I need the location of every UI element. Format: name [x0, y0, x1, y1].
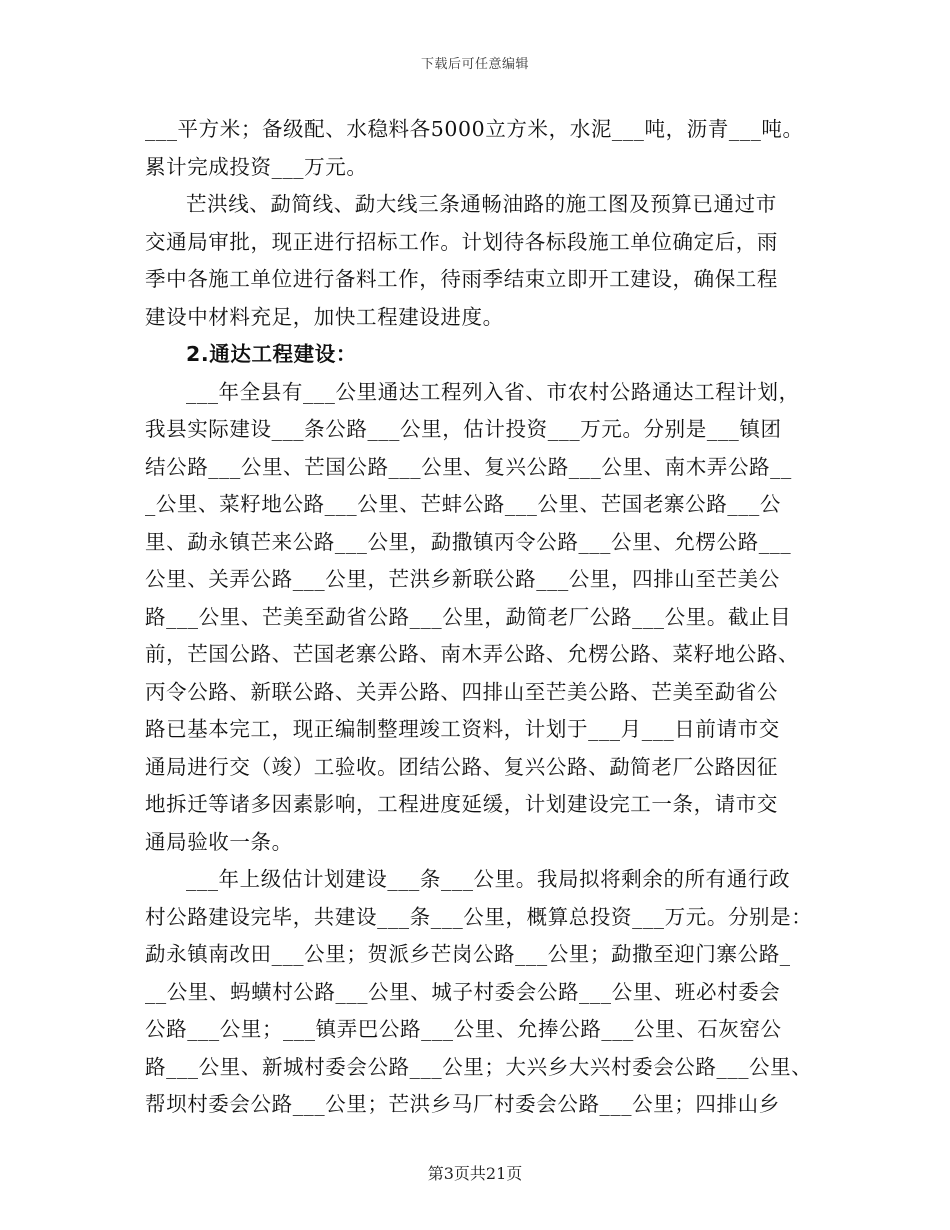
text-line: ___平方米；备级配、水稳料各5000立方米，水泥___吨，沥青___吨。	[145, 117, 804, 141]
text-line: 芒洪线、勐简线、勐大线三条通畅油路的施工图及预算已通过市	[186, 192, 777, 216]
text-line: 村公路建设完毕，共建设___条___公里，概算总投资___万元。分别是：	[145, 904, 813, 929]
text-line: 公路___公里；___镇弄巴公路___公里、允捧公路___公里、石灰窑公	[145, 1017, 782, 1041]
text-line: 丙令公路、新联公路、关弄公路、四排山至芒美公路、芒美至勐省公	[145, 679, 778, 704]
document-body	[145, 111, 815, 1124]
text-line: 前，芒国公路、芒国老寨公路、南木弄公路、允楞公路、菜籽地公路、	[145, 642, 800, 666]
text-line: 勐永镇南改田___公里；贺派乡芒岗公路___公里；勐撒至迎门寨公路_	[145, 942, 791, 966]
text-line: __公里、蚂蟥村公路___公里、城子村委会公路___公里、班必村委会	[145, 979, 781, 1004]
text-line: 公里、关弄公路___公里，芒洪乡新联公路___公里，四排山至芒美公	[145, 567, 780, 591]
text-line: 路___公里、新城村委会公路___公里；大兴乡大兴村委会公路___公里、	[145, 1054, 813, 1079]
text-line: 地拆迁等诸多因素影响，工程进度延缓，计划建设完工一条，请市交	[145, 792, 778, 816]
text-line: ___年上级估计划建设___条___公里。我局拟将剩余的所有通行政	[186, 867, 791, 891]
text-line: 路___公里、芒美至勐省公路___公里，勐简老厂公路___公里。截止目	[145, 604, 792, 629]
text-line: 累计完成投资___万元。	[145, 154, 368, 179]
text-line: 交通局审批，现正进行招标工作。计划待各标段施工单位确定后，雨	[145, 229, 778, 254]
text-line: 建设中材料充足，加快工程建设进度。	[145, 304, 504, 329]
text-line: ___年全县有___公里通达工程列入省、市农村公路通达工程计划，	[186, 379, 800, 404]
page-footer: 第3页共21页	[427, 1164, 523, 1183]
text-line: 季中各施工单位进行备料工作，待雨季结束立即开工建设，确保工程	[145, 267, 778, 291]
text-line: 结公路___公里、芒国公路___公里、复兴公路___公里、南木弄公路__	[145, 454, 792, 479]
text-line: 我县实际建设___条公路___公里，估计投资___万元。分别是___镇团	[145, 417, 782, 441]
text-line: 里、勐永镇芒来公路___公里，勐撒镇丙令公路___公里、允楞公路___	[145, 529, 792, 554]
text-line: 通局验收一条。	[145, 829, 293, 854]
section-heading: 2.通达工程建设：	[186, 342, 357, 366]
page-header: 下载后可任意编辑	[420, 57, 529, 72]
text-line: 路已基本完工，现正编制整理竣工资料，计划于___月___日前请市交	[145, 717, 780, 741]
text-line: 帮坝村委会公路___公里；芒洪乡马厂村委会公路___公里；四排山乡	[145, 1092, 780, 1116]
text-line: 通局进行交（竣）工验收。团结公路、复兴公路、勐简老厂公路因征	[145, 754, 778, 779]
text-line: _公里、菜籽地公路___公里、芒蚌公路___公里、芒国老寨公路___公	[145, 492, 781, 516]
